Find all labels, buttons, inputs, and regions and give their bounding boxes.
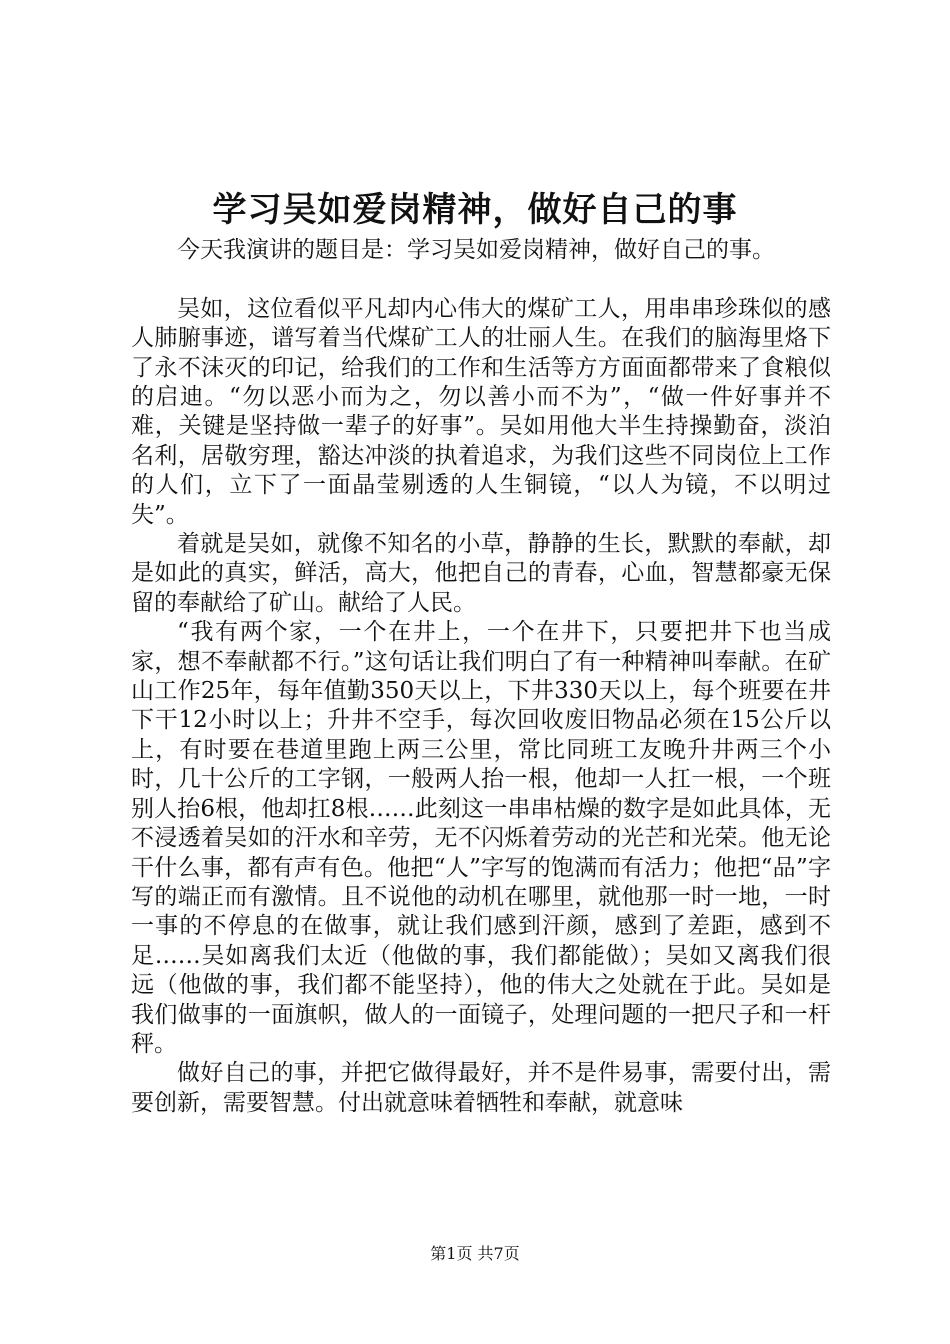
body-paragraph: 做好自己的事，并把它做得最好，并不是件易事，需要付出，需要创新，需要智慧。付出就意味着牺牲和奉献，就意味: [131, 1060, 831, 1116]
intro-paragraph: 今天我演讲的题目是：学习吴如爱岗精神，做好自己的事。: [177, 237, 775, 263]
body-paragraph: “我有两个家，一个在井上，一个在井下，只要把井下也当成家，想不奉献都不行。”这句话让我们明白了有一种精神叫奉献。在矿山工作25年，每年值勤350天以上，下井330天以上，每个班要在井下干12小时以上；升井不空手，每次回收废旧物品必须在15公斤以上，有时要在巷道里跑上两三公里，常比同班工友晚升井两三个小时，几十公斤的工字钢，一般两人抬一根，他却一人扛一根，一个班别人抬6根，他却扛8根……此刻这一串串枯燥的数字是如此具体，无不浸透着吴如的汗水和辛劳，无不闪烁着劳动的光芒和光荣。他无论干什么事，都有声有色。他把“人”字写的饱满而有活力；他把“品”字写的端正而有激情。且不说他的动机在哪里，就他那一时一地，一时一事的不停息的在做事，就让我们感到汗颜，感到了差距，感到不足……吴如离我们太近（他做的事，我们都能做）；吴如又离我们很远（他做的事，我们都不能坚持），他的伟大之处就在于此。吴如是我们做事的一面旗帜，做人的一面镜子，处理问题的一把尺子和一杆秤。: [131, 619, 831, 1057]
document-title: 学习吴如爱岗精神，做好自己的事: [212, 190, 738, 230]
body-paragraph: 吴如，这位看似平凡却内心伟大的煤矿工人，用串串珍珠似的感人肺腑事迹，谱写着当代煤矿工人的壮丽人生。在我们的脑海里烙下了永不沫灭的印记，给我们的工作和生活等方方面面都带来了食粮似的启迪。“勿以恶小而为之，勿以善小而不为”，“做一件好事并不难，关键是坚持做一辈子的好事”。吴如用他大半生持操勤奋，淡泊名利，居敬穷理，豁达冲淡的执着追求，为我们这些不同岗位上工作的人们，立下了一面晶莹剔透的人生铜镜，“以人为镜，不以明过失”。: [131, 295, 831, 528]
body-paragraph: 着就是吴如，就像不知名的小草，静静的生长，默默的奉献，却是如此的真实，鲜活，高大，他把自己的青春，心血，智慧都豪无保留的奉献给了矿山。献给了人民。: [131, 531, 831, 616]
document-body: [131, 236, 831, 1118]
page-number-footer: 第1页 共7页: [430, 1244, 520, 1263]
